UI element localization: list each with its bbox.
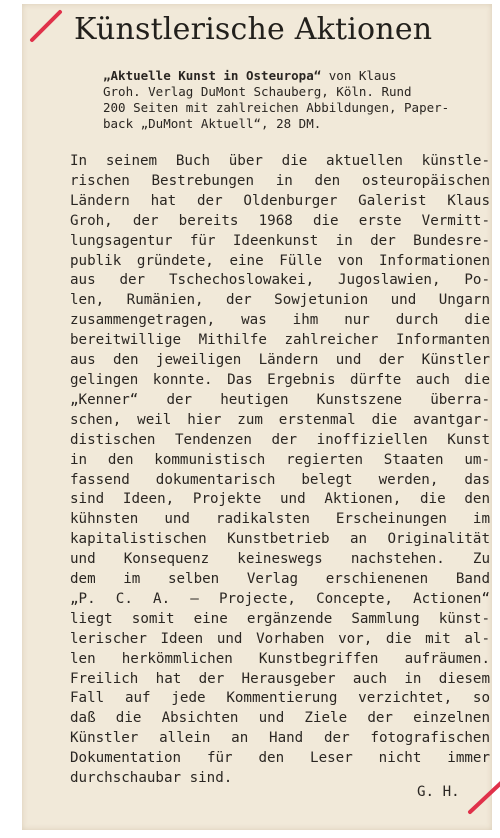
body-line: In seinem Buch über die aktuellen künstle- xyxy=(70,153,490,169)
red-marker-stroke-top xyxy=(26,6,72,46)
body-line: len, Rumänien, der Sowjetunion und Ungarn xyxy=(70,292,490,309)
lead-line-4: back „DuMont Aktuell“, 28 DM. xyxy=(103,116,322,131)
lead-line-2: Groh. Verlag DuMont Schauberg, Köln. Rund xyxy=(103,84,412,99)
body-line: lerischer Ideen und Vorhaben vor, die mit al- xyxy=(70,630,490,647)
body-line: lungsagentur für Ideenkunst in der Bundesre- xyxy=(70,232,490,249)
body-line: Dokumentation für den Leser nicht immer xyxy=(70,750,490,767)
newspaper-clipping xyxy=(22,4,492,830)
body-line: in den kommunistisch regierten Staaten um- xyxy=(70,451,490,468)
body-line: Freilich hat der Herausgeber auch in diesem xyxy=(70,670,490,687)
author-initials: G. H. xyxy=(417,784,460,800)
body-line: zusammengetragen, was ihm nur durch die xyxy=(70,312,490,329)
body-line: Künstler allein an Hand der fotografischen xyxy=(70,730,490,747)
body-line: Groh, der bereits 1968 die erste Vermitt- xyxy=(70,212,490,229)
body-line: und Konsequenz keineswegs nachstehen. Zu xyxy=(70,551,490,568)
article-body xyxy=(70,152,490,789)
body-line: bereitwillige Mithilfe zahlreicher Informanten xyxy=(70,332,490,349)
body-line: „P. C. A. — Projecte, Concepte, Actionen“ xyxy=(70,590,490,607)
body-line: dem im selben Verlag erschienenen Band xyxy=(70,571,490,588)
lead-line-1-rest: von Klaus xyxy=(321,68,397,83)
body-line: „Kenner“ der heutigen Kunstszene überra- xyxy=(70,391,490,408)
body-line: aus der Tschechoslowakei, Jugoslawien, Po- xyxy=(70,272,490,289)
body-line: Fall auf jede Kommentierung verzichtet, so xyxy=(70,690,490,707)
body-line: kapitalistischen Kunstbetrieb an Originalität xyxy=(70,531,490,548)
body-line: Ländern hat der Oldenburger Galerist Klaus xyxy=(70,192,490,209)
red-marker-stroke-bottom xyxy=(462,776,500,816)
body-line: publik gründete, eine Fülle von Informationen xyxy=(70,252,490,269)
body-line: daß die Absichten und Ziele der einzelnen xyxy=(70,710,490,727)
lead-line-3: 200 Seiten mit zahlreichen Abbildungen, Paper- xyxy=(103,100,450,115)
body-line: durchschaubar sind. xyxy=(70,770,233,787)
book-reference xyxy=(103,68,500,132)
body-line: schen, weil hier zum erstenmal die avantgar- xyxy=(70,411,490,428)
article-headline: Künstlerische Aktionen xyxy=(74,12,433,47)
body-line: len herkömmlichen Kunstbegriffen aufräumen. xyxy=(70,650,490,667)
body-line: aus den jeweiligen Ländern und der Künstler xyxy=(70,352,490,369)
body-line: rischen Bestrebungen in den osteuropäischen xyxy=(70,172,490,189)
body-line: gelingen konnte. Das Ergebnis dürfte auch die xyxy=(70,371,490,388)
book-title: „Aktuelle Kunst in Osteuropa“ xyxy=(103,68,322,83)
body-line: fassend dokumentarisch belegt werden, das xyxy=(70,471,490,488)
lead-line-1 xyxy=(103,68,500,84)
body-line: kühnsten und radikalsten Erscheinungen im xyxy=(70,511,490,528)
body-line: sind Ideen, Projekte und Aktionen, die den xyxy=(70,491,490,508)
body-line: liegt somit eine ergänzende Sammlung künst- xyxy=(70,610,490,627)
body-line: distischen Tendenzen der inoffiziellen Kunst xyxy=(70,431,490,448)
